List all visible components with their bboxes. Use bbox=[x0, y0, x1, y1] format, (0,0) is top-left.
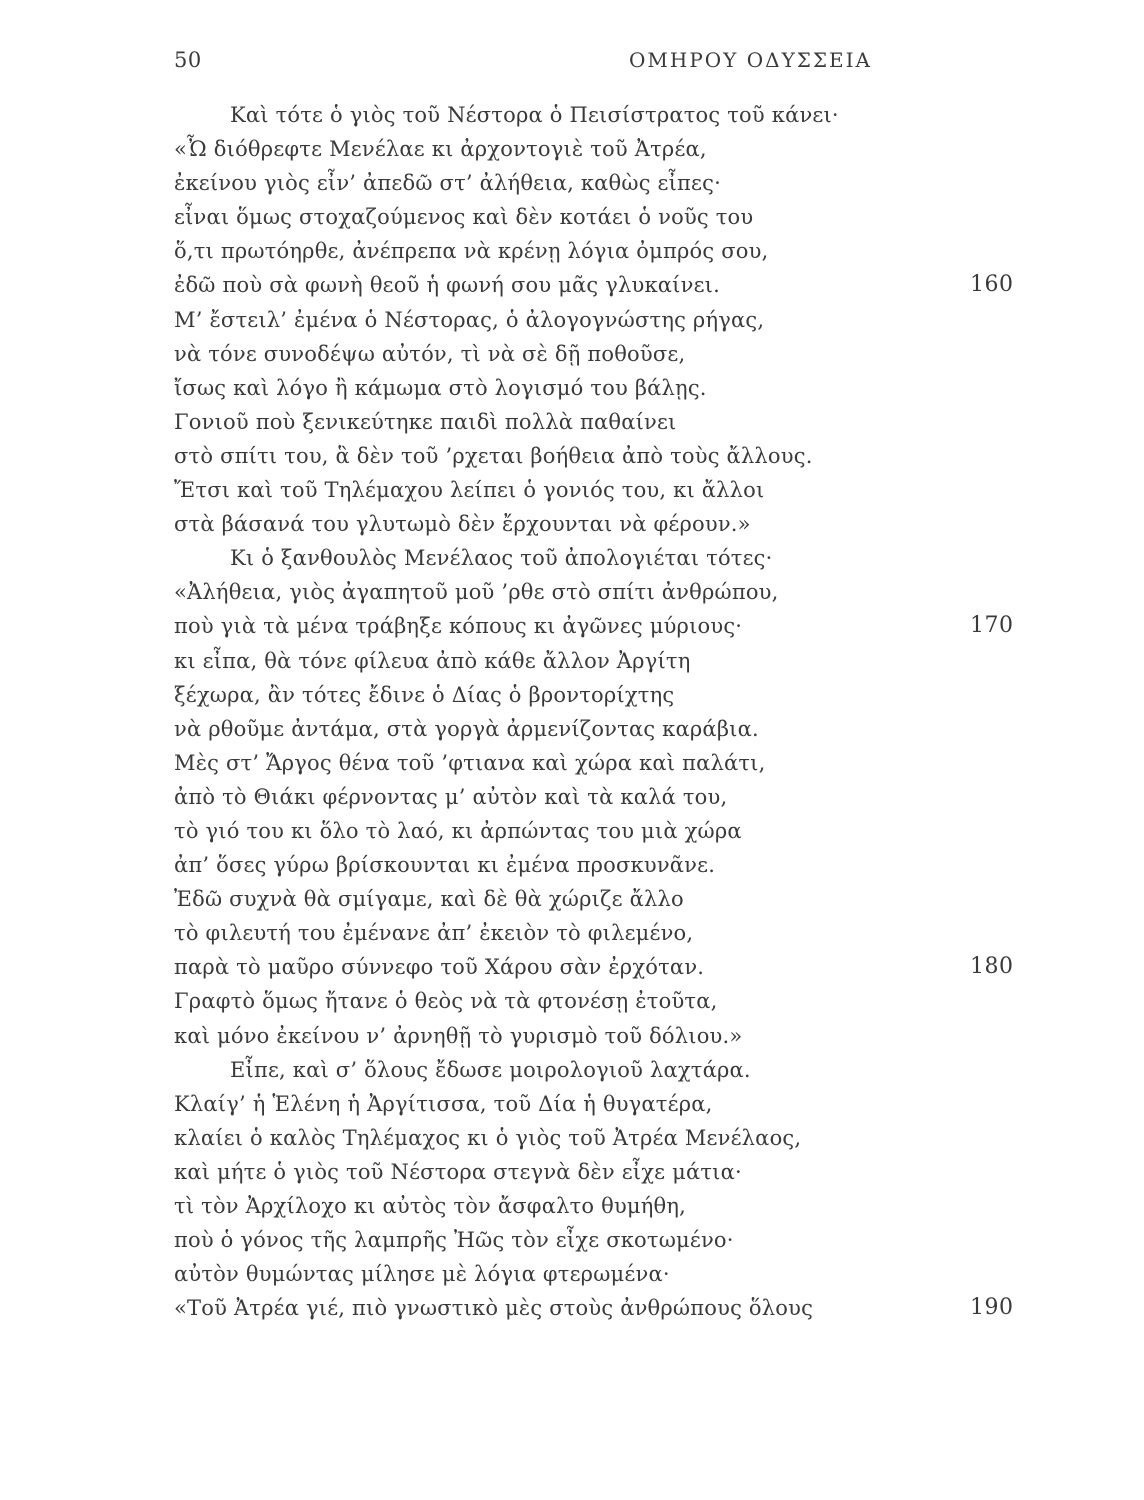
verse-line bbox=[174, 405, 1034, 439]
verse-line bbox=[174, 1291, 1034, 1325]
verse-line bbox=[174, 746, 1034, 780]
verse-text: κι εἶπα, θὰ τόνε φίλευα ἀπὸ κάθε ἄλλον Ἀργίτη bbox=[174, 648, 691, 673]
verse-line bbox=[174, 1053, 1034, 1087]
verse-line bbox=[174, 268, 1034, 302]
verse-line bbox=[174, 1257, 1034, 1291]
verse-text: ὅ,τι πρωτόηρθε, ἀνέπρεπα νὰ κρένῃ λόγια ὀμπρός σου, bbox=[174, 239, 769, 264]
verse-line bbox=[174, 1155, 1034, 1189]
verse-line bbox=[174, 916, 1034, 950]
verse-text: ἐδῶ ποὺ σὰ φωνὴ θεοῦ ἡ φωνή σου μᾶς γλυκαίνει. bbox=[174, 273, 720, 298]
verse-line bbox=[174, 712, 1034, 746]
verse-line bbox=[174, 644, 1034, 678]
verse-line bbox=[174, 848, 1034, 882]
verse-line bbox=[174, 132, 1034, 166]
verse-text: τὸ γιό του κι ὅλο τὸ λαό, κι ἀρπώντας του μιὰ χώρα bbox=[174, 818, 742, 843]
verse-line bbox=[174, 1189, 1034, 1223]
poem-text bbox=[174, 98, 1034, 1325]
verse-line bbox=[174, 780, 1034, 814]
verse-line bbox=[174, 234, 1034, 268]
verse-line bbox=[174, 371, 1034, 405]
line-number: 190 bbox=[970, 1295, 1014, 1321]
verse-text: τὶ τὸν Ἀρχίλοχο κι αὐτὸς τὸν ἄσφαλτο θυμήθη, bbox=[174, 1194, 687, 1218]
verse-text: Μὲς στ’ Ἄργος θένα τοῦ ’φτιανα καὶ χώρα καὶ παλάτι, bbox=[174, 750, 766, 775]
verse-text: ξέχωρα, ἂν τότες ἔδινε ὁ Δίας ὁ βροντορίχτης bbox=[174, 682, 675, 707]
verse-text: Καὶ τότε ὁ γιὸς τοῦ Νέστορα ὁ Πεισίστρατος τοῦ κάνει· bbox=[230, 103, 839, 127]
verse-text: εἶναι ὅμως στοχαζούμενος καὶ δὲν κοτάει ὁ νοῦς του bbox=[174, 205, 754, 230]
verse-line bbox=[174, 541, 1034, 575]
verse-line bbox=[174, 1087, 1034, 1121]
verse-line bbox=[174, 1121, 1034, 1155]
verse-line bbox=[174, 609, 1034, 643]
verse-line bbox=[174, 337, 1034, 371]
verse-line bbox=[174, 950, 1034, 984]
verse-text: Γονιοῦ ποὺ ξενικεύτηκε παιδὶ πολλὰ παθαίνει bbox=[174, 409, 677, 434]
verse-text: ἐκείνου γιὸς εἶν’ ἀπεδῶ στ’ ἀλήθεια, καθὼς εἶπες· bbox=[174, 171, 721, 196]
verse-line bbox=[174, 200, 1034, 234]
verse-text: νὰ τόνε συνοδέψω αὐτόν, τὶ νὰ σὲ δῇ ποθοῦσε, bbox=[174, 341, 686, 366]
page-number: 50 bbox=[174, 48, 202, 72]
verse-text: τὸ φιλευτή του ἐμένανε ἀπ’ ἐκειὸν τὸ φιλεμένο, bbox=[174, 921, 694, 946]
verse-text: παρὰ τὸ μαῦρο σύννεφο τοῦ Χάρου σὰν ἐρχόταν. bbox=[174, 955, 705, 980]
verse-text: καὶ μήτε ὁ γιὸς τοῦ Νέστορα στεγνὰ δὲν εἶχε μάτια· bbox=[174, 1159, 742, 1184]
verse-text: καὶ μόνο ἐκείνου ν’ ἀρνηθῇ τὸ γυρισμὸ τοῦ δόλιου.» bbox=[174, 1023, 743, 1048]
verse-line bbox=[174, 814, 1034, 848]
line-number: 160 bbox=[970, 272, 1014, 298]
running-title: ΟΜΗΡΟΥ ΟΔΥΣΣΕΙΑ bbox=[629, 48, 872, 72]
verse-line bbox=[174, 882, 1034, 916]
line-number: 170 bbox=[970, 613, 1014, 639]
verse-text: Γραφτὸ ὅμως ἤτανε ὁ θεὸς νὰ τὰ φτονέσῃ ἐτοῦτα, bbox=[174, 989, 718, 1014]
verse-text: Κι ὁ ξανθουλὸς Μενέλαος τοῦ ἀπολογιέται τότες· bbox=[230, 546, 773, 571]
verse-line bbox=[174, 678, 1034, 712]
verse-text: ποὺ ὁ γόνος τῆς λαμπρῆς Ἠῶς τὸν εἶχε σκοτωμένο· bbox=[174, 1228, 734, 1253]
verse-text: στὸ σπίτι του, ἃ δὲν τοῦ ’ρχεται βοήθεια ἀπὸ τοὺς ἄλλους. bbox=[174, 443, 813, 468]
verse-text: «Ὦ διόθρεφτε Μενέλαε κι ἀρχοντογιὲ τοῦ Ἀτρέα, bbox=[174, 137, 707, 162]
verse-text: Μ’ ἔστειλ’ ἐμένα ὁ Νέστορας, ὁ ἀλογογνώστης ρήγας, bbox=[174, 307, 765, 332]
verse-text: «Τοῦ Ἀτρέα γιέ, πιὸ γνωστικὸ μὲς στοὺς ἀνθρώπους ὅλους bbox=[174, 1296, 814, 1321]
verse-text: ἀπὸ τὸ Θιάκι φέρνοντας μ’ αὐτὸν καὶ τὰ καλά του, bbox=[174, 784, 728, 809]
verse-text: στὰ βάσανά του γλυτωμὸ δὲν ἔρχουνται νὰ φέρουν.» bbox=[174, 512, 751, 537]
verse-text: κλαίει ὁ καλὸς Τηλέμαχος κι ὁ γιὸς τοῦ Ἀτρέα Μενέλαος, bbox=[174, 1125, 802, 1150]
page-header bbox=[174, 48, 934, 78]
verse-line bbox=[174, 473, 1034, 507]
verse-line bbox=[174, 984, 1034, 1018]
verse-line bbox=[174, 439, 1034, 473]
verse-text: αὐτὸν θυμώντας μίλησε μὲ λόγια φτερωμένα· bbox=[174, 1262, 670, 1287]
verse-text: νὰ ρθοῦμε ἀντάμα, στὰ γοργὰ ἀρμενίζοντας καράβια. bbox=[174, 716, 759, 741]
verse-line bbox=[174, 575, 1034, 609]
verse-line bbox=[174, 166, 1034, 200]
verse-text: Ἔτσι καὶ τοῦ Τηλέμαχου λείπει ὁ γονιός του, κι ἄλλοι bbox=[174, 478, 765, 503]
verse-text: «Ἀλήθεια, γιὸς ἀγαπητοῦ μοῦ ’ρθε στὸ σπίτι ἀνθρώπου, bbox=[174, 580, 779, 605]
verse-line bbox=[174, 507, 1034, 541]
verse-line bbox=[174, 1223, 1034, 1257]
verse-line bbox=[174, 303, 1034, 337]
verse-text: ἀπ’ ὅσες γύρω βρίσκουνται κι ἐμένα προσκυνᾶνε. bbox=[174, 853, 716, 878]
verse-text: Εἶπε, καὶ σ’ ὅλους ἔδωσε μοιρολογιοῦ λαχτάρα. bbox=[230, 1057, 751, 1082]
verse-text: Κλαίγ’ ἡ Ἑλένη ἡ Ἀργίτισσα, τοῦ Δία ἡ θυγατέρα, bbox=[174, 1091, 713, 1116]
verse-text: Ἐδῶ συχνὰ θὰ σμίγαμε, καὶ δὲ θὰ χώριζε ἄλλο bbox=[174, 887, 684, 912]
verse-text: ἴσως καὶ λόγο ἢ κάμωμα στὸ λογισμό του βάλῃς. bbox=[174, 375, 707, 400]
verse-line bbox=[174, 1019, 1034, 1053]
verse-text: ποὺ γιὰ τὰ μένα τράβηξε κόπους κι ἀγῶνες μύριους· bbox=[174, 614, 743, 639]
line-number: 180 bbox=[970, 954, 1014, 980]
verse-line bbox=[174, 98, 1034, 132]
